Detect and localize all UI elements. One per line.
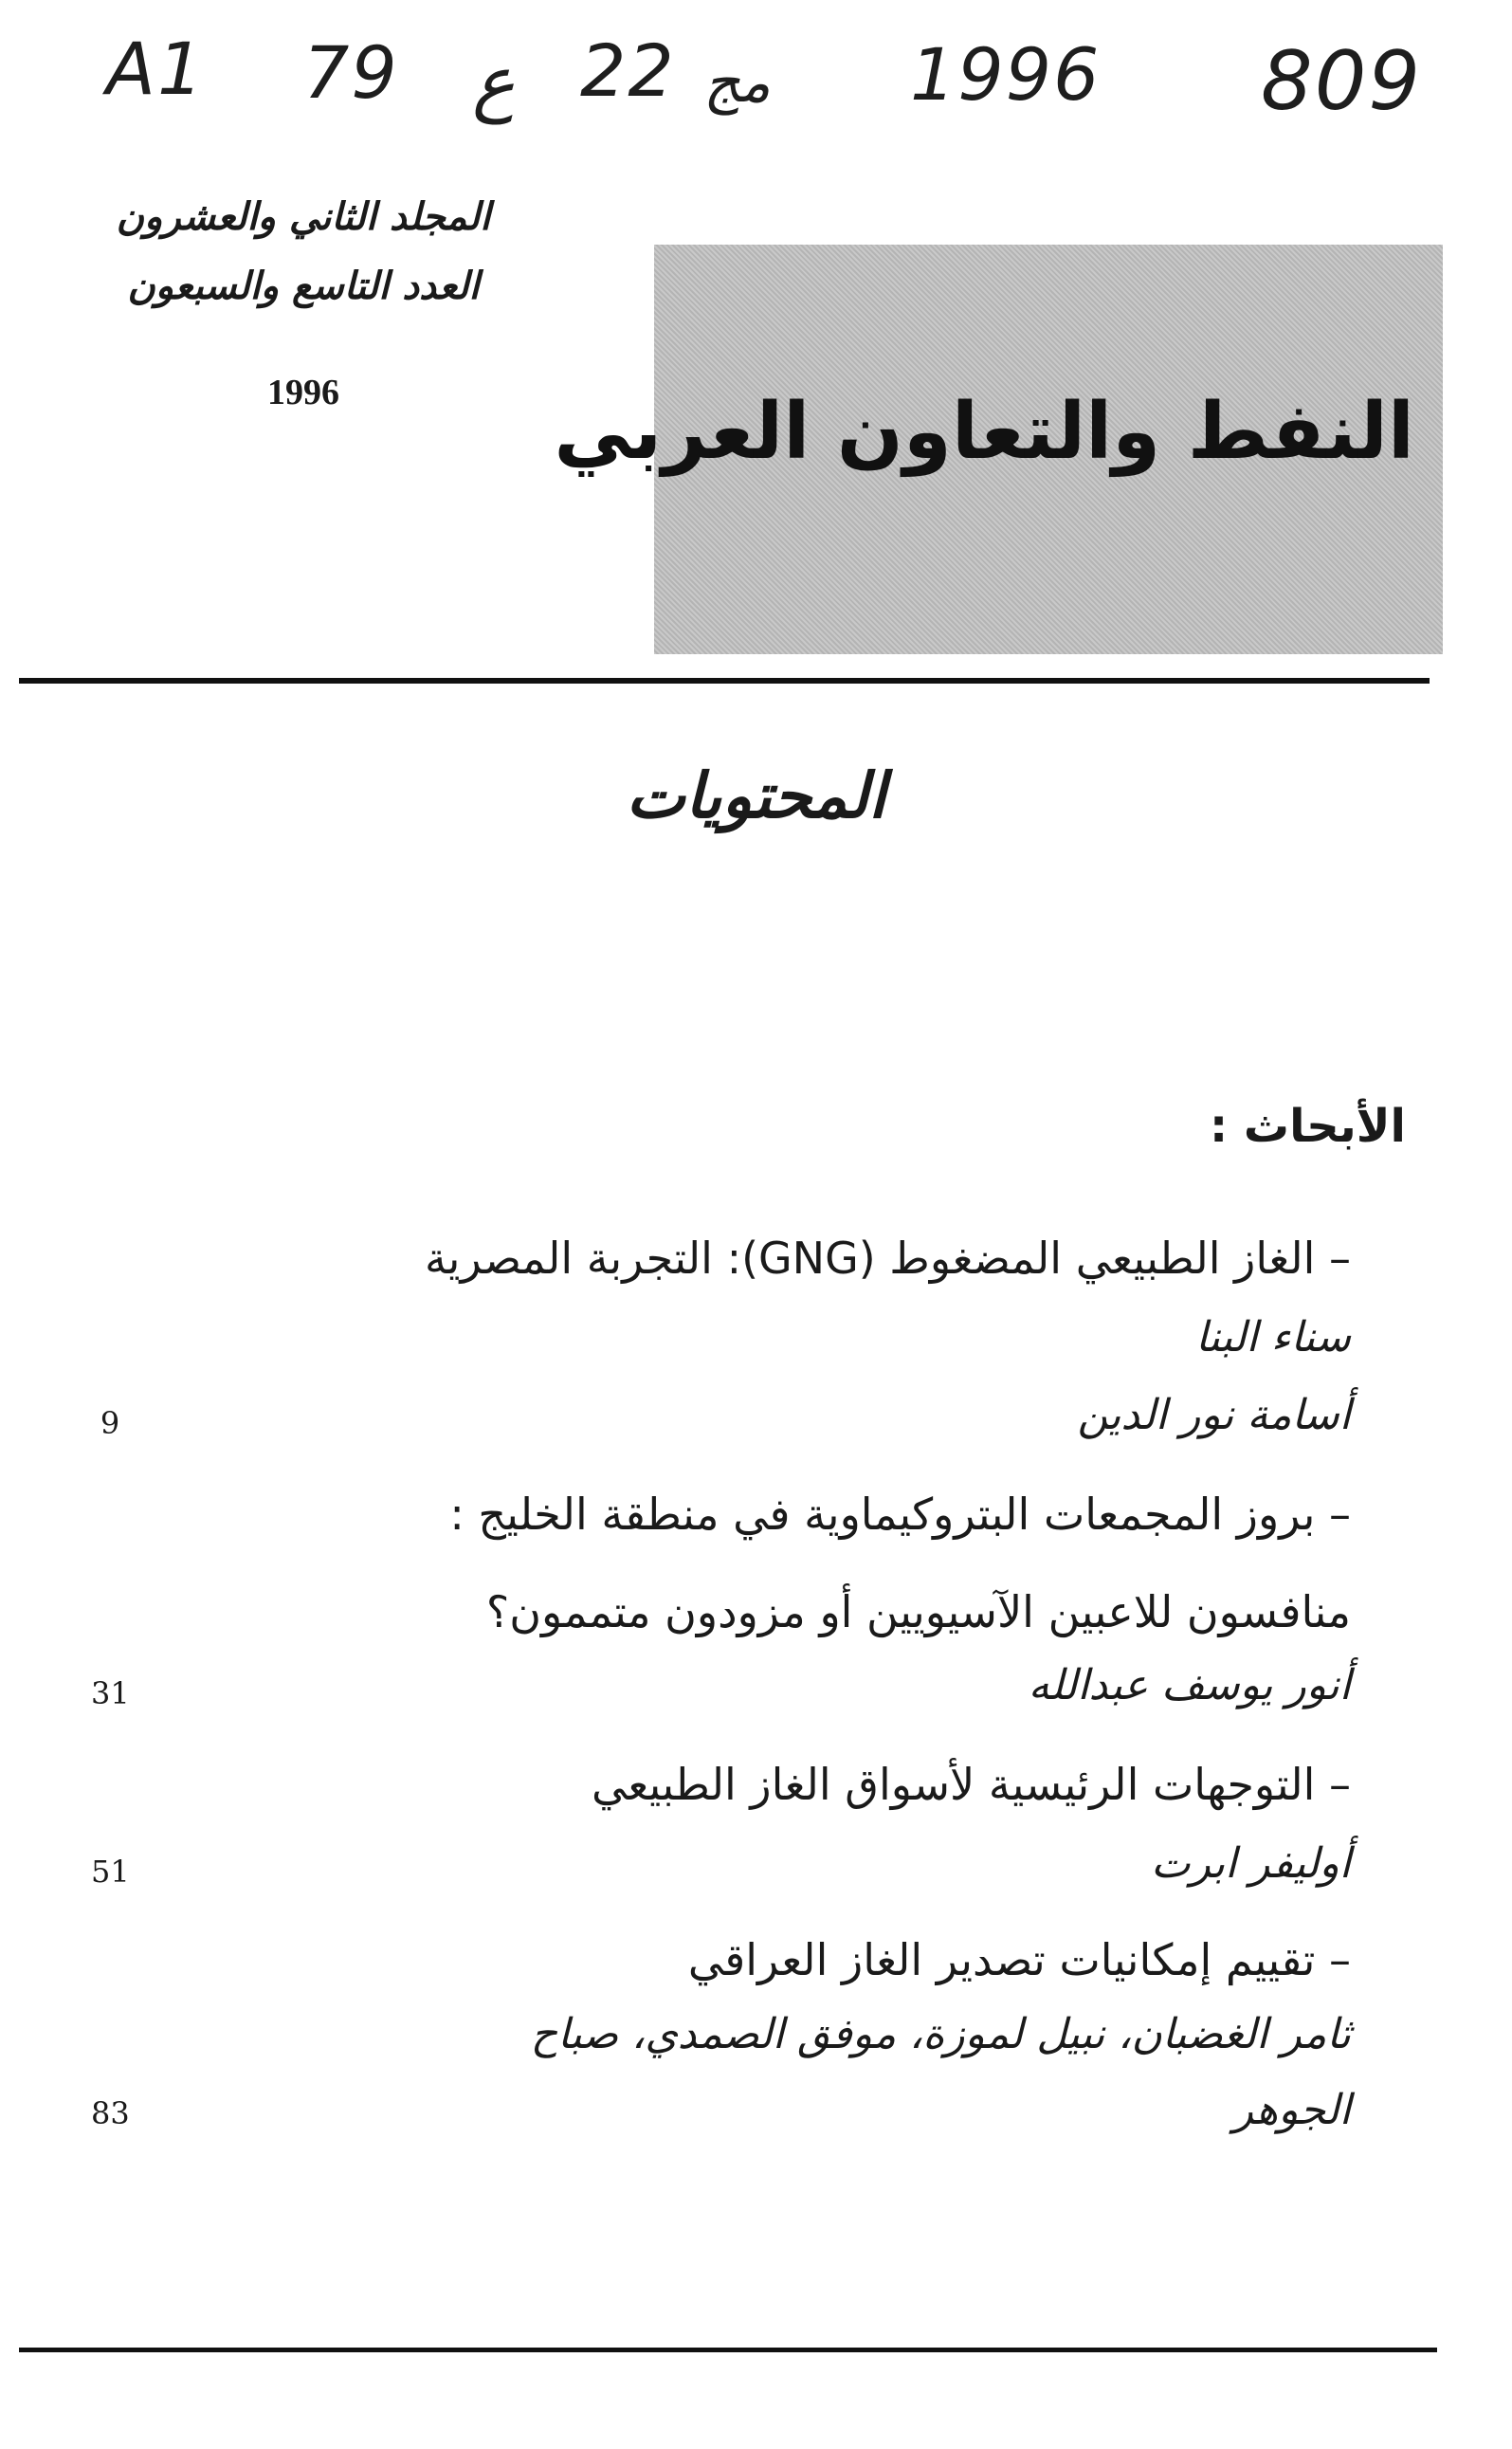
contents-heading: المحتويات [626, 758, 886, 832]
handwritten-year: 1996 [910, 32, 1102, 117]
journal-title: النفط والتعاون العربي [554, 387, 1414, 477]
article-1-page: 9 [100, 1405, 120, 1441]
article-1-author-1: سناء البنا [1195, 1313, 1351, 1362]
article-2-title-line2: منافسون للاعبين الآسيويين أو مزودون متممون؟ [485, 1586, 1351, 1637]
article-3-title: – التوجهات الرئيسية لأسواق الغاز الطبيعي [591, 1759, 1351, 1810]
handwritten-id: 809 [1261, 34, 1423, 129]
article-1-author-2: أسامة نور الدين [1077, 1391, 1351, 1439]
volume-label: المجلد الثاني والعشرون [116, 194, 491, 239]
issue-label: العدد التاسع والسبعون [127, 264, 480, 308]
handwritten-number-22: 22 [580, 28, 676, 113]
article-4-author-1: ثامر الغضبان، نبيل لموزة، موفق الصمدي، صباح [530, 2010, 1351, 2058]
top-divider [19, 678, 1430, 684]
section-heading: الأبحاث : [1210, 1100, 1406, 1153]
article-1-title: – الغاز الطبيعي المضغوط (GNG): التجربة المصرية [425, 1233, 1351, 1284]
article-2-page: 31 [91, 1675, 130, 1711]
article-2-author-1: أنور يوسف عبدالله [1028, 1661, 1351, 1709]
article-4-author-2: الجوهر [1232, 2086, 1351, 2134]
masthead-year: 1996 [267, 373, 339, 412]
bottom-divider [19, 2348, 1437, 2352]
article-4-title: – تقييم إمكانيات تصدير الغاز العراقي [687, 1934, 1351, 1985]
article-2-title: – بروز المجمعات البتروكيماوية في منطقة الخليج : [449, 1489, 1351, 1540]
handwritten-number-79: 79 [303, 30, 399, 115]
article-3-page: 51 [91, 1854, 130, 1890]
article-3-author-1: أوليفر ابرت [1151, 1839, 1351, 1888]
handwritten-ayn: ع [472, 40, 516, 124]
journal-banner [554, 245, 1443, 654]
handwritten-mj: مج [703, 49, 771, 116]
article-4-page: 83 [91, 2095, 130, 2131]
handwritten-code: A1 [106, 27, 206, 111]
